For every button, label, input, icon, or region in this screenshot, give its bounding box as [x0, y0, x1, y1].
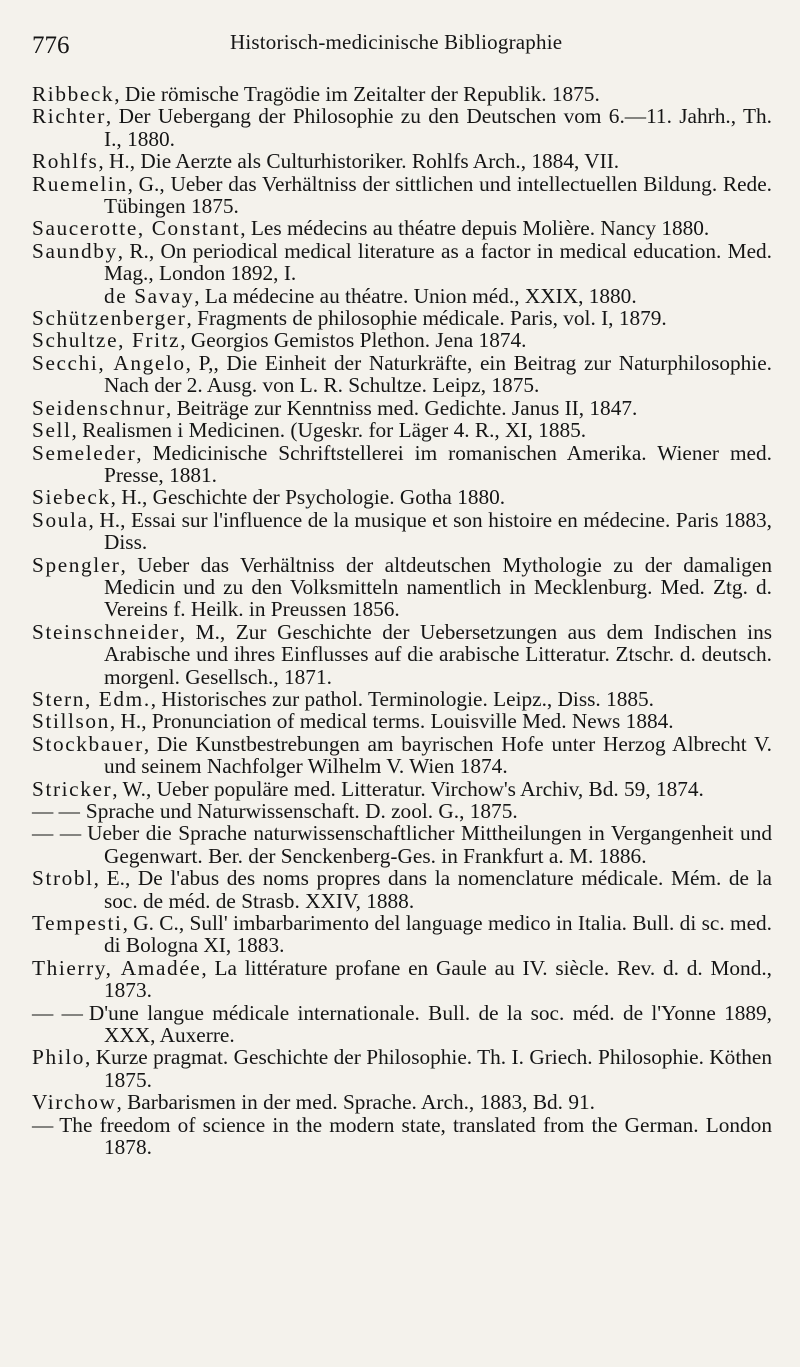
entry-text: , H., Pronunciation of medical terms. Louisville Med. News 1884.	[109, 709, 674, 734]
entry-author: Schützenberger	[32, 306, 187, 331]
entry-author: Thierry, Amadée	[32, 955, 202, 980]
entry-text: The freedom of science in the modern state, translated from the German. London 1878.	[59, 1112, 772, 1160]
entry-author: Schultze, Fritz	[32, 328, 181, 353]
ditto-dash: — —	[32, 1000, 83, 1025]
entry-text: Ueber die Sprache naturwissenschaftlicher Mittheilungen in Vergangenheit und Gegenwart. Ber. der Senckenberg-Ges. in Frankfurt a. M. 1886.	[87, 821, 773, 868]
entry-author: Steinschneider	[32, 619, 180, 644]
entry-text: , Kurze pragmat. Geschichte der Philosophie. Th. I. Griech. Philosophie. Köthen 1875.	[84, 1045, 772, 1092]
entry-text: , Die Kunstbestrebungen am bayrischen Hofe unter Herzog Albrecht V. und seinem Nachfolger Wilhelm V. Wien 1874.	[104, 731, 772, 779]
bibliography-entry	[32, 240, 772, 285]
entry-author: Soula	[32, 507, 89, 532]
bibliography-entry	[32, 83, 772, 105]
entry-text: , P,, Die Einheit der Naturkräfte, ein Beitrag zur Naturphilosophie. Nach der 2. Ausg. von L. R. Schultze. Leipz, 1875.	[104, 350, 772, 398]
bibliography-entry	[32, 419, 772, 441]
ditto-dash: — —	[32, 799, 80, 823]
entry-text: , H., Geschichte der Psychologie. Gotha 1880.	[110, 485, 506, 510]
entry-text: Sprache und Naturwissenschaft. D. zool. G., 1875.	[85, 799, 518, 823]
entry-author: Stern, Edm.	[32, 686, 151, 711]
entry-author: Siebeck	[32, 485, 111, 510]
bibliography-entry	[32, 822, 772, 867]
page-number: 776	[32, 32, 70, 59]
bibliography-entry	[32, 867, 772, 912]
bibliography-entry	[32, 307, 772, 329]
entry-author: Seidenschnur	[32, 395, 166, 420]
entry-author: Spengler	[32, 552, 121, 577]
bibliography-entry	[32, 105, 772, 150]
entry-author: Stillson	[32, 709, 110, 734]
entry-text: , Die römische Tragödie im Zeitalter der Republik. 1875.	[114, 82, 600, 106]
ditto-dash: —	[32, 1112, 54, 1137]
entry-text: , La médecine au théatre. Union méd., XXIX, 1880.	[194, 283, 637, 308]
entry-text: , H., Die Aerzte als Culturhistoriker. Rohlfs Arch., 1884, VII.	[98, 149, 620, 174]
ditto-dash: — —	[32, 821, 82, 846]
entry-author: Philo	[32, 1045, 85, 1070]
bibliography-entry	[32, 329, 772, 351]
entry-text: , W., Ueber populäre med. Litteratur. Virchow's Archiv, Bd. 59, 1874.	[112, 776, 704, 801]
entry-author: Virchow	[32, 1090, 117, 1115]
bibliography-entry	[32, 800, 772, 822]
bibliography-entry	[32, 285, 772, 307]
entry-text: , Les médecins au théatre depuis Molière. Nancy 1880.	[240, 216, 710, 241]
bibliography-entry	[32, 173, 772, 218]
entry-text: , Beiträge zur Kenntniss med. Gedichte. Janus II, 1847.	[165, 395, 638, 420]
entry-author: Semeleder	[32, 440, 137, 465]
entry-text: D'une langue médicale internationale. Bull. de la soc. méd. de l'Yonne 1889, XXX, Auxerre.	[88, 1000, 773, 1048]
entry-author: Tempesti	[32, 911, 123, 936]
bibliography-entry	[32, 352, 772, 397]
bibliography-entry	[32, 486, 772, 508]
entry-text: , Ueber das Verhältniss der altdeutschen Mythologie zu der damaligen Medicin und zu den Volksmitteln namentlich in Mecklenburg. Med. Ztg. d. Vereins f. Heilk. in Preussen 1856.	[104, 552, 772, 622]
bibliography-entry	[32, 1002, 772, 1047]
entry-author: Stricker	[32, 776, 113, 801]
entry-text: , G. C., Sull' imbarbarimento del language medico in Italia. Bull. di sc. med. di Bologna XI, 1883.	[104, 911, 772, 958]
bibliography-entry	[32, 554, 772, 621]
bibliography-entry	[32, 957, 772, 1002]
entry-text: , E., De l'abus des noms propres dans la nomenclature médicale. Mém. de la soc. de méd. de Strasb. XXIV, 1888.	[93, 866, 772, 913]
entry-author: Saucerotte, Constant	[32, 216, 241, 241]
bibliography-entry	[32, 621, 772, 688]
bibliography-entry	[32, 1091, 772, 1113]
entry-author: de Savay	[104, 283, 195, 308]
entry-text: , Der Uebergang der Philosophie zu den Deutschen vom 6.—11. Jahrh., Th. I., 1880.	[104, 104, 772, 151]
bibliography-entry	[32, 397, 772, 419]
entry-author: Stockbauer	[32, 731, 144, 756]
bibliography-entry	[32, 733, 772, 778]
entry-author: Richter	[32, 104, 106, 129]
entry-author: Saundby	[32, 238, 118, 263]
entry-author: Sell	[32, 418, 72, 443]
bibliography-entry	[32, 778, 772, 800]
bibliography-entry	[32, 912, 772, 957]
entry-text: , G., Ueber das Verhältniss der sittlichen und intellectuellen Bildung. Rede. Tübingen 1875.	[104, 171, 772, 219]
entry-text: , R., On periodical medical literature as a factor in medical education. Med. Mag., London 1892, I.	[104, 238, 772, 286]
entry-text: , M., Zur Geschichte der Uebersetzungen aus dem Indischen ins Arabische und ihres Einflusses auf die arabische Litteratur. Ztschr. d. deutsch. morgenl. Gesellsch., 1871.	[104, 619, 772, 689]
bibliography-entry	[32, 710, 772, 732]
bibliography-entry	[32, 1046, 772, 1091]
page-header	[32, 30, 760, 64]
entry-author: Strobl	[32, 866, 94, 891]
entry-author: Rohlfs	[32, 149, 99, 174]
bibliography-entry	[32, 217, 772, 239]
entry-text: , Historisches zur pathol. Terminologie. Leipz., Diss. 1885.	[150, 686, 654, 711]
entry-text: , Georgios Gemistos Plethon. Jena 1874.	[180, 328, 527, 353]
bibliography-entry	[32, 150, 772, 172]
entry-author: Ruemelin	[32, 171, 128, 196]
entry-text: , Fragments de philosophie médicale. Paris, vol. I, 1879.	[186, 306, 667, 331]
bibliography-entry	[32, 1114, 772, 1159]
entry-text: , La littérature profane en Gaule au IV. siècle. Rev. d. d. Mond., 1873.	[104, 955, 772, 1003]
bibliography-entry	[32, 442, 772, 487]
entry-text: , Barbarismen in der med. Sprache. Arch., 1883, Bd. 91.	[116, 1090, 595, 1115]
entry-text: , Medicinische Schriftstellerei im romanischen Amerika. Wiener med. Presse, 1881.	[104, 440, 772, 487]
entry-text: , H., Essai sur l'influence de la musique et son histoire en médecine. Paris 1883, Diss.	[88, 507, 772, 555]
entry-text: , Realismen i Medicinen. (Ugeskr. for Läger 4. R., XI, 1885.	[71, 418, 587, 443]
bibliography-list	[32, 83, 772, 1159]
bibliography-entry	[32, 509, 772, 554]
entry-author: Ribbeck	[32, 82, 115, 106]
entry-author: Secchi, Angelo	[32, 350, 186, 375]
running-title: Historisch-medicinische Bibliographie	[230, 30, 563, 54]
bibliography-entry	[32, 688, 772, 710]
